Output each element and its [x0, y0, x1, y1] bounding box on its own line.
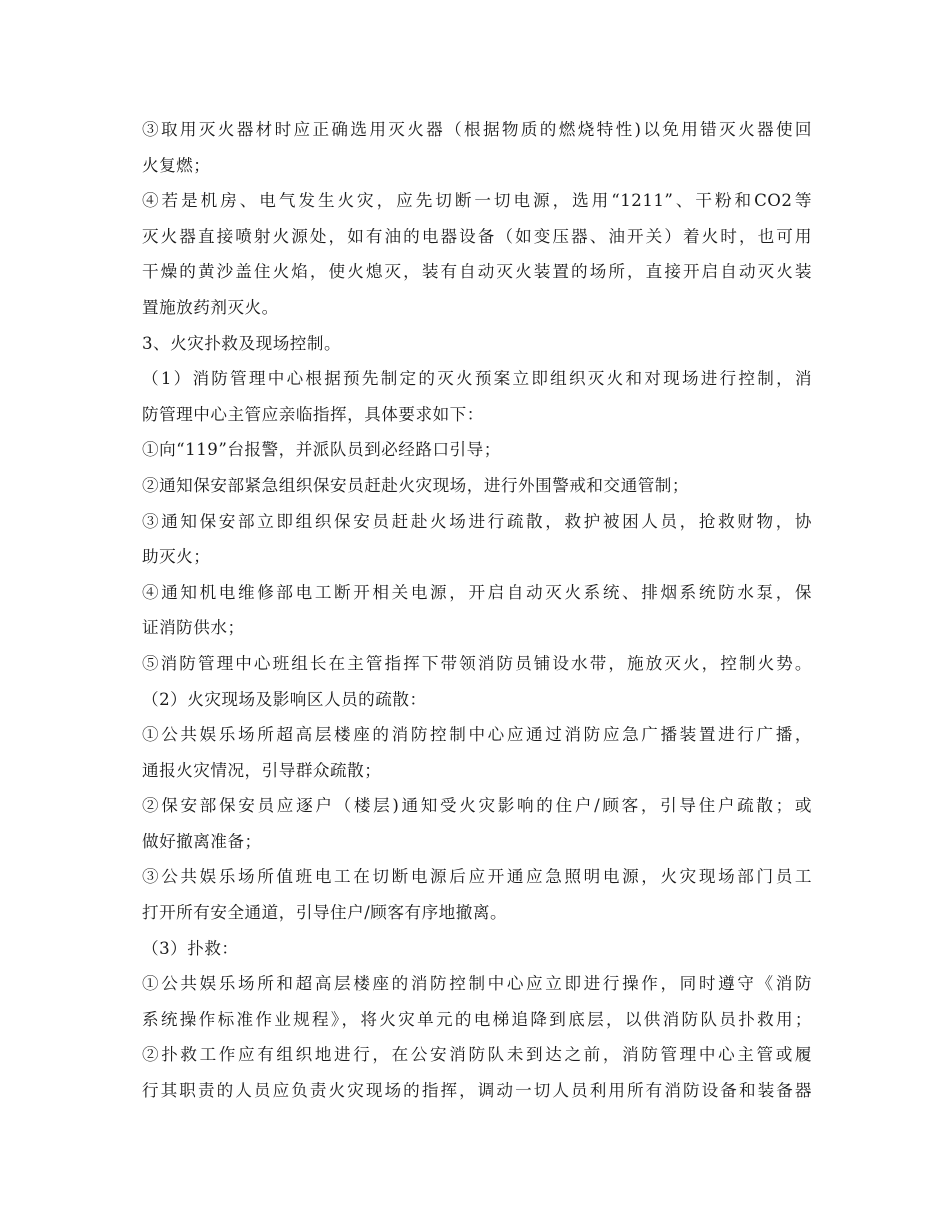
- section-heading: 3、火灾扑救及现场控制。: [142, 333, 342, 353]
- text-line: ④若是机房、电气发生火灾，应先切断一切电源，选用“1211”、干粉和CO2等: [142, 191, 812, 211]
- text-line: 置施放药剂灭火。: [142, 297, 279, 317]
- text-line: ③公共娱乐场所值班电工在切断电源后应开通应急照明电源，火灾现场部门员工: [142, 867, 812, 887]
- subsection-heading: （3）扑救：: [142, 938, 239, 958]
- text-line: 证消防供水；: [142, 618, 245, 638]
- text-line: ⑤消防管理中心班组长在主管指挥下带领消防员铺设水带，施放灭火，控制火势。: [142, 653, 812, 673]
- text-line: 行其职责的人员应负责火灾现场的指挥，调动一切人员利用所有消防设备和装备器: [142, 1081, 812, 1101]
- text-line: 火复燃；: [142, 155, 211, 175]
- text-line: ③通知保安部立即组织保安员赶赴火场进行疏散，救护被困人员，抢救财物，协: [142, 511, 812, 531]
- text-line: ①公共娱乐场所和超高层楼座的消防控制中心应立即进行操作，同时遵守《消防: [142, 974, 812, 994]
- text-line: 助灭火；: [142, 547, 211, 567]
- text-line: ②通知保安部紧急组织保安员赶赴火灾现场，进行外围警戒和交通管制；: [142, 475, 689, 495]
- text-line: 干燥的黄沙盖住火焰，使火熄灭，装有自动灭火装置的场所，直接开启自动灭火装: [142, 262, 812, 282]
- document-body: [142, 112, 812, 1109]
- text-line: 系统操作标准作业规程》，将火灾单元的电梯追降到底层，以供消防队员扑救用；: [142, 1009, 812, 1029]
- text-line: 打开所有安全通道，引导住户/顾客有序地撤离。: [142, 903, 508, 923]
- text-line: ③取用灭火器材时应正确选用灭火器（根据物质的燃烧特性)以免用错灭火器使回: [142, 120, 812, 139]
- text-line: （1）消防管理中心根据预先制定的灭火预案立即组织灭火和对现场进行控制，消: [142, 369, 812, 389]
- text-line: ①向“119”台报警，并派队员到必经路口引导；: [142, 440, 501, 460]
- text-line: 做好撤离准备；: [142, 831, 262, 851]
- text-line: ②扑救工作应有组织地进行，在公安消防队未到达之前，消防管理中心主管或履: [142, 1045, 812, 1065]
- text-line: 通报火灾情况，引导群众疏散；: [142, 760, 382, 780]
- subsection-heading: （2）火灾现场及影响区人员的疏散：: [142, 689, 427, 709]
- text-line: ②保安部保安员应逐户（楼层)通知受火灾影响的住户/顾客，引导住户疏散；或: [142, 796, 812, 816]
- text-line: ①公共娱乐场所超高层楼座的消防控制中心应通过消防应急广播装置进行广播，: [142, 725, 812, 745]
- text-line: ④通知机电维修部电工断开相关电源，开启自动灭火系统、排烟系统防水泵，保: [142, 582, 812, 602]
- text-line: 防管理中心主管应亲临指挥，具体要求如下：: [142, 404, 484, 424]
- text-line: 灭火器直接喷射火源处，如有油的电器设备（如变压器、油开关）着火时，也可用: [142, 226, 812, 246]
